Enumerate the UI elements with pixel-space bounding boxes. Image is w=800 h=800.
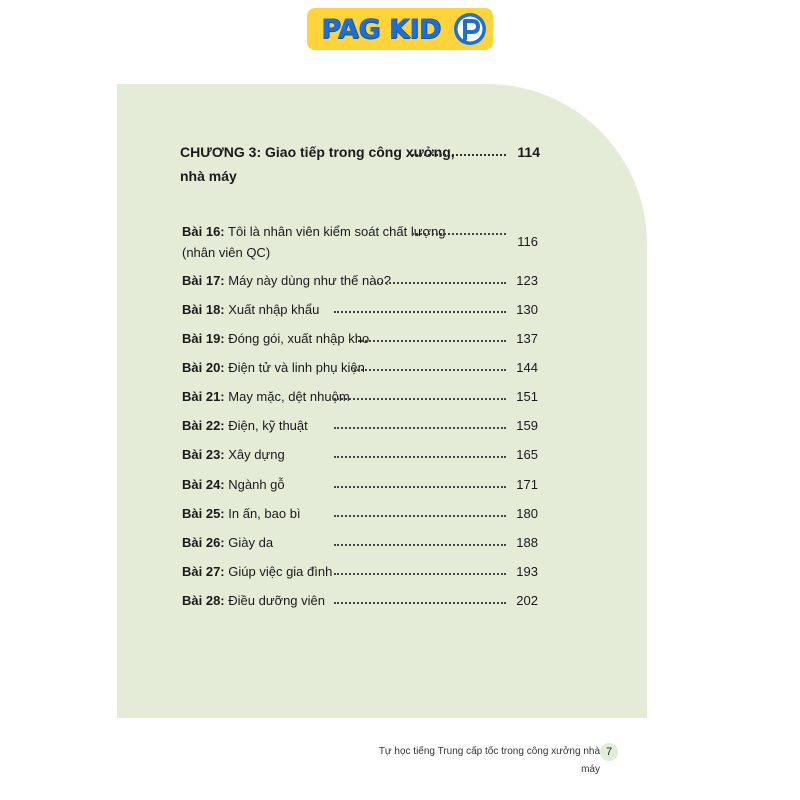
lesson-title: Điều dưỡng viên <box>228 593 325 608</box>
lesson-title: Điện, kỹ thuật <box>228 418 308 433</box>
toc-entry <box>182 532 538 554</box>
lesson-title: In ấn, bao bì <box>228 506 301 521</box>
lesson-page-number: 202 <box>516 593 538 608</box>
dot-leader <box>334 486 506 488</box>
lesson-page-number: 180 <box>516 506 538 521</box>
lesson-number: Bài 24: <box>182 477 225 492</box>
lesson-number: Bài 19: <box>182 331 225 346</box>
lesson-number: Bài 16: <box>182 224 225 239</box>
lesson-page-number: 171 <box>516 477 538 492</box>
lesson-title: Giày da <box>228 535 274 550</box>
toc-entry <box>182 415 538 437</box>
dot-leader <box>334 398 506 400</box>
dot-leader <box>412 154 506 156</box>
lesson-page-number: 151 <box>516 389 538 404</box>
lesson-page-number: 123 <box>516 273 538 288</box>
toc-entry <box>182 221 538 265</box>
dot-leader <box>334 427 506 429</box>
dot-leader <box>412 233 506 235</box>
lesson-title: Xây dựng <box>228 447 285 462</box>
logo-badge-icon <box>453 12 487 46</box>
lesson-page-number: 193 <box>516 564 538 579</box>
dot-leader <box>334 573 506 575</box>
lesson-title: Ngành gỗ <box>228 477 285 492</box>
toc-entry <box>182 357 538 379</box>
lesson-page-number: 188 <box>516 535 538 550</box>
dot-leader <box>334 515 506 517</box>
toc-entry <box>182 444 538 466</box>
dot-leader <box>334 311 506 313</box>
lesson-title: May mặc, dệt nhuộm <box>228 389 350 404</box>
lesson-title: Điện tử và linh phụ kiện <box>228 360 365 375</box>
lesson-number: Bài 18: <box>182 302 225 317</box>
page-number-badge: 7 <box>600 743 618 761</box>
toc-entry <box>182 386 538 408</box>
lesson-number: Bài 22: <box>182 418 225 433</box>
toc-entry <box>182 328 538 350</box>
brand-logo <box>307 8 493 50</box>
dot-leader <box>334 456 506 458</box>
toc-entry <box>182 590 538 612</box>
dot-leader <box>358 340 506 342</box>
lesson-title: Đóng gói, xuất nhập kho <box>228 331 370 346</box>
lesson-title: Xuất nhập khẩu <box>228 302 320 317</box>
chapter-page-number: 114 <box>517 144 540 160</box>
lesson-title: Tôi là nhân viên kiểm soát chất lượng <box>228 224 446 239</box>
lesson-number: Bài 23: <box>182 447 225 462</box>
toc-entry <box>182 270 538 292</box>
lesson-number: Bài 25: <box>182 506 225 521</box>
toc-entry <box>182 299 538 321</box>
dot-leader <box>334 544 506 546</box>
lesson-title: Máy này dùng như thế nào? <box>228 273 391 288</box>
chapter-heading <box>180 142 540 186</box>
logo-text: PAG KID <box>321 13 441 45</box>
chapter-title-line2: nhà máy <box>180 168 237 184</box>
dot-leader <box>374 282 506 284</box>
lesson-number: Bài 21: <box>182 389 225 404</box>
lesson-page-number: 137 <box>516 331 538 346</box>
lesson-number: Bài 26: <box>182 535 225 550</box>
lesson-title-line2: (nhân viên QC) <box>182 245 271 260</box>
lesson-page-number: 116 <box>517 234 538 249</box>
toc-entry <box>182 561 538 583</box>
dot-leader <box>354 369 506 371</box>
chapter-title-line1: CHƯƠNG 3: Giao tiếp trong công xưởng, <box>180 144 455 160</box>
lesson-number: Bài 28: <box>182 593 225 608</box>
book-title-footer: Tự học tiếng Trung cấp tốc trong công xưởng nhà máy <box>378 746 600 775</box>
lesson-page-number: 144 <box>516 360 538 375</box>
lesson-number: Bài 27: <box>182 564 225 579</box>
lesson-number: Bài 20: <box>182 360 225 375</box>
lesson-page-number: 165 <box>516 447 538 462</box>
toc-entry <box>182 474 538 496</box>
dot-leader <box>334 602 506 604</box>
lesson-number: Bài 17: <box>182 273 225 288</box>
lesson-page-number: 130 <box>516 302 538 317</box>
lesson-title: Giúp việc gia đình <box>228 564 333 579</box>
toc-entry <box>182 503 538 525</box>
lesson-page-number: 159 <box>516 418 538 433</box>
